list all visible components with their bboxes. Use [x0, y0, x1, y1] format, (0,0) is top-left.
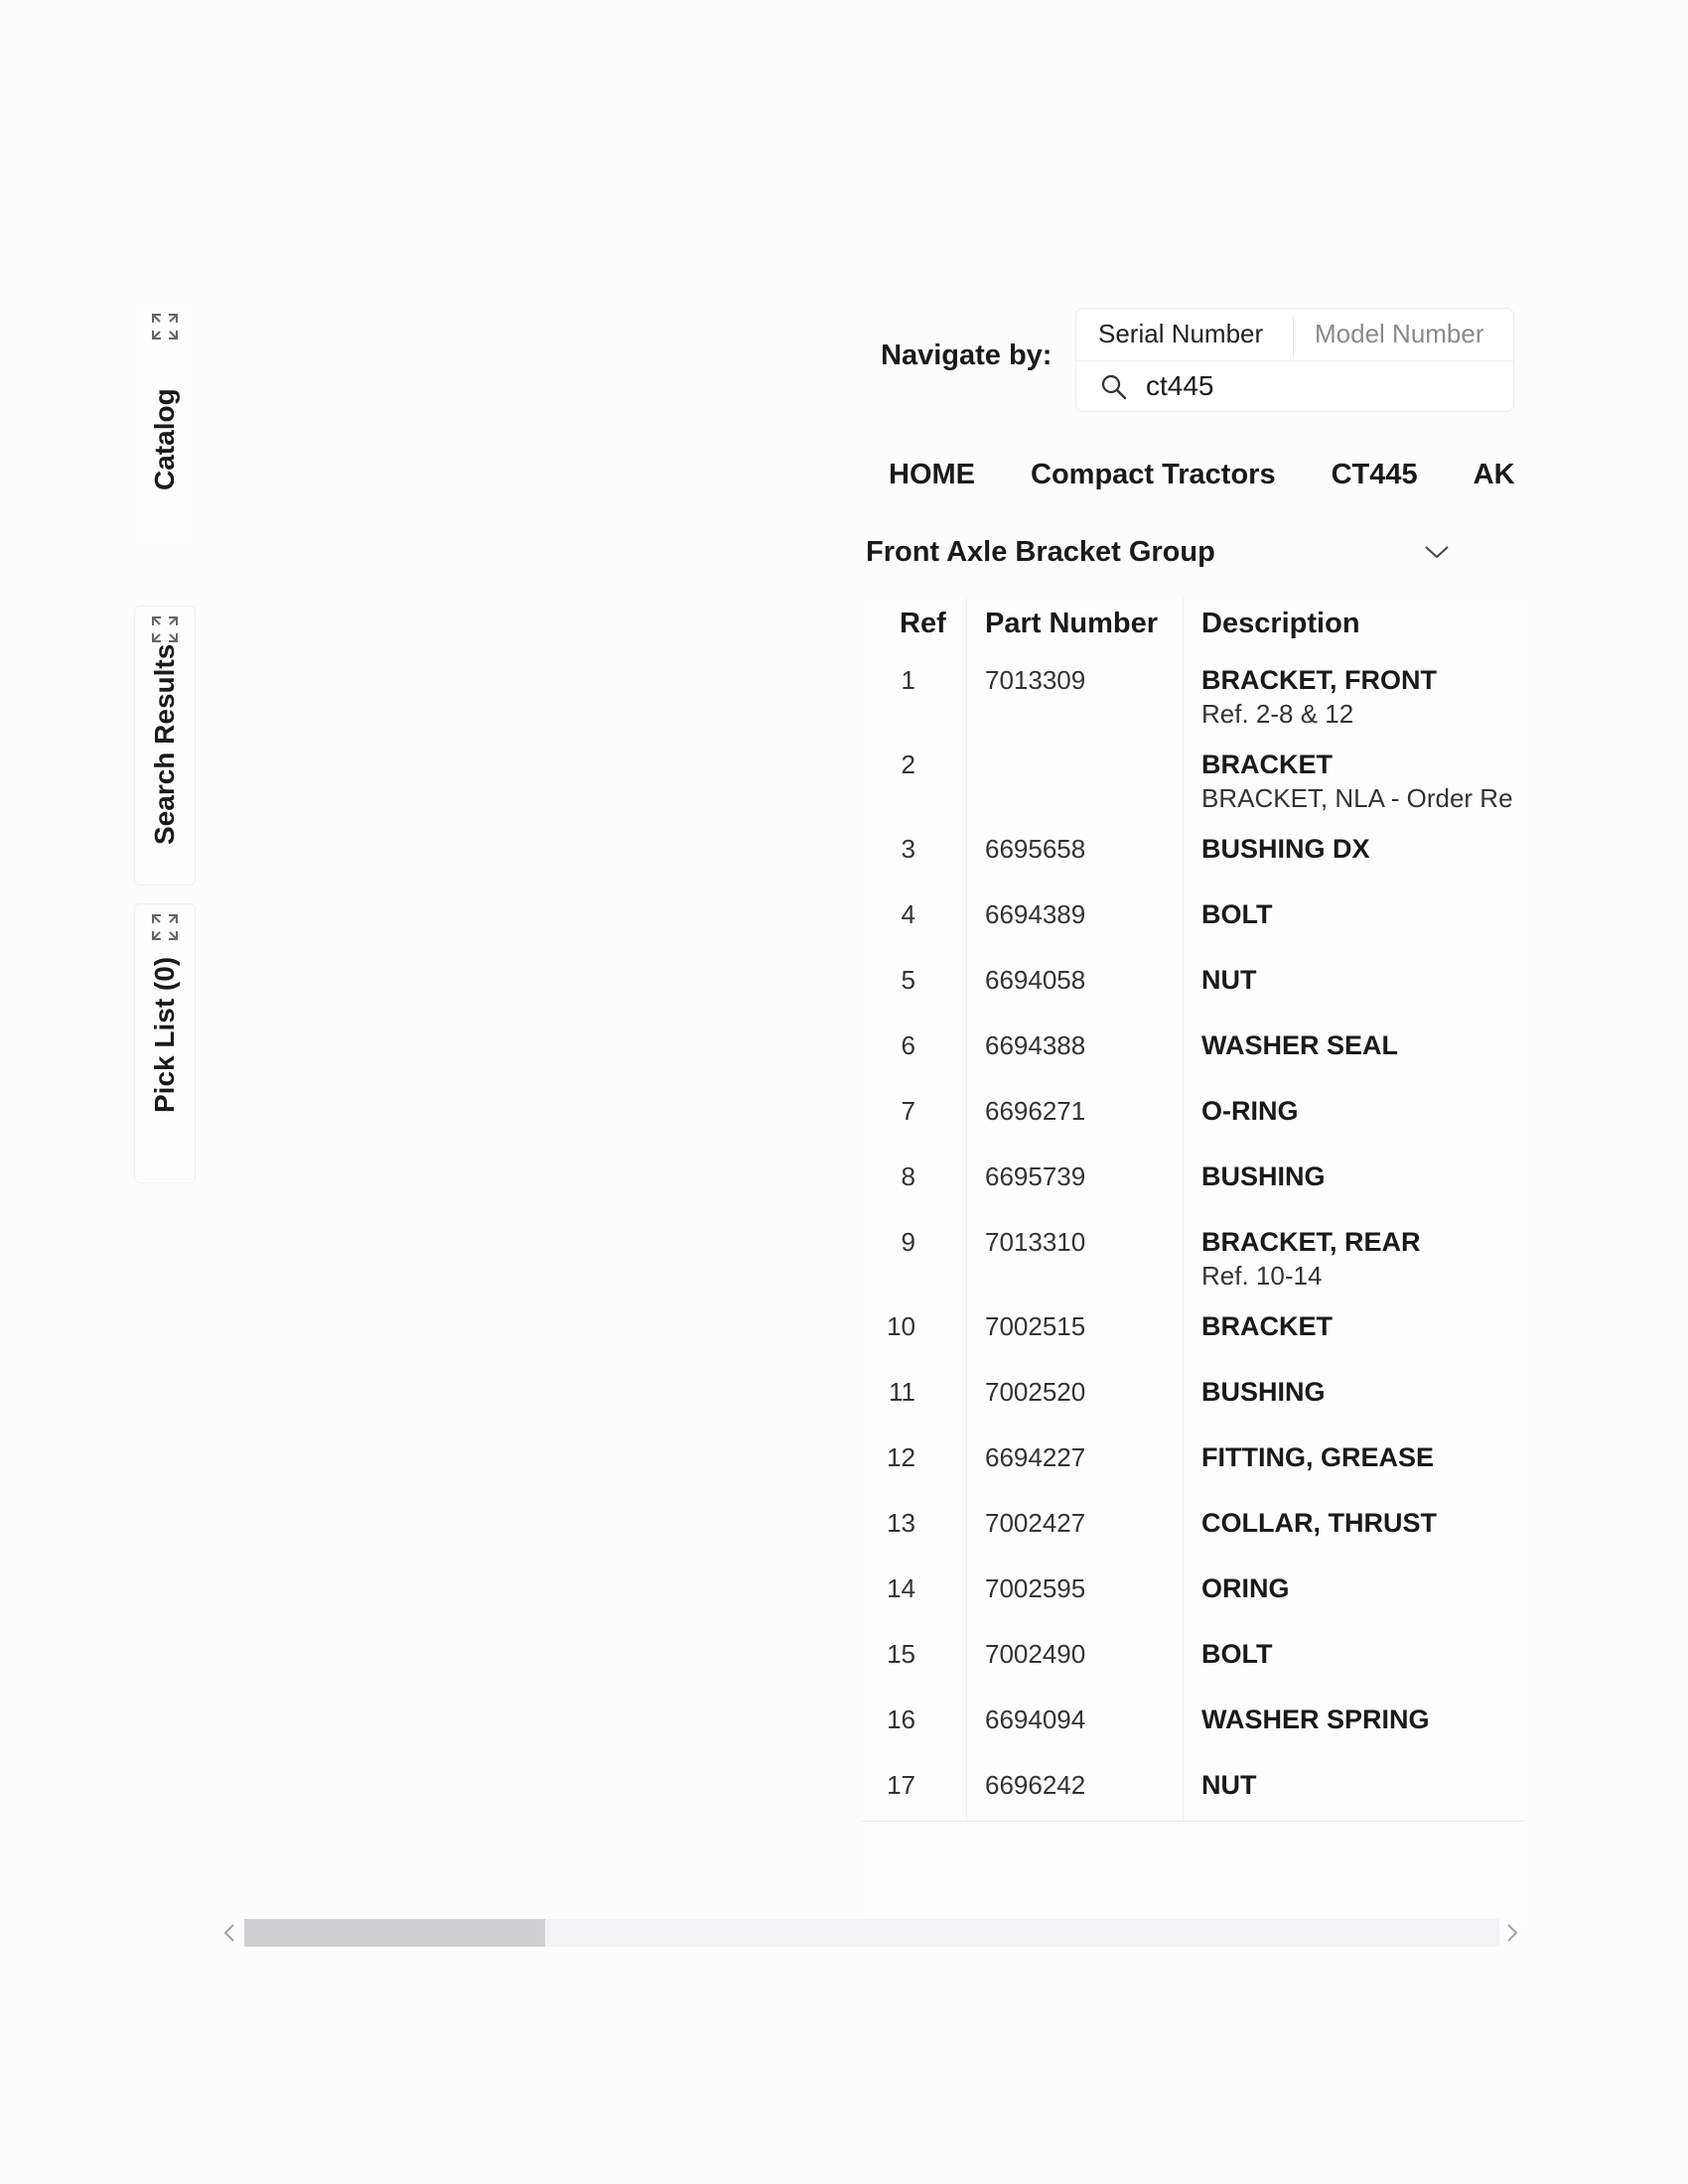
- cell-part-number[interactable]: 7002520: [985, 1377, 1086, 1407]
- search-row: [1076, 360, 1513, 411]
- table-row[interactable]: [862, 1227, 1525, 1306]
- pick-list-tab-label[interactable]: Pick List (0): [149, 956, 180, 1113]
- table-row[interactable]: [862, 1030, 1525, 1090]
- search-input[interactable]: [1146, 369, 1483, 403]
- catalog-panel[interactable]: [134, 303, 196, 543]
- table-bottom-border: [862, 1821, 1525, 1822]
- cell-ref: 14: [887, 1573, 915, 1603]
- cell-part-number[interactable]: 6694094: [985, 1705, 1086, 1734]
- table-row[interactable]: [862, 1573, 1525, 1633]
- cell-ref: 17: [887, 1770, 915, 1800]
- chevron-down-icon[interactable]: [1422, 542, 1452, 562]
- cell-description: NUT: [1201, 965, 1257, 995]
- cell-description: O-RING: [1201, 1096, 1299, 1126]
- catalog-tab-label[interactable]: Catalog: [149, 388, 180, 490]
- table-row[interactable]: [862, 1096, 1525, 1156]
- scrollbar-track[interactable]: [244, 1919, 1499, 1947]
- parts-table-area: [862, 598, 1525, 1928]
- cell-description-note: Ref. 10-14: [1201, 1261, 1323, 1291]
- breadcrumb-ak[interactable]: AK: [1473, 459, 1515, 490]
- table-row[interactable]: [862, 1377, 1525, 1436]
- cell-ref: 3: [901, 834, 915, 864]
- tab-serial-number[interactable]: Serial Number: [1098, 319, 1264, 348]
- cell-description: BOLT: [1201, 899, 1273, 929]
- navigate-search-box: [1075, 308, 1514, 412]
- cell-description: BRACKET: [1201, 750, 1333, 779]
- expand-icon[interactable]: [150, 312, 180, 341]
- table-row[interactable]: [862, 834, 1525, 893]
- breadcrumb: [889, 459, 1522, 498]
- cell-part-number[interactable]: 6695739: [985, 1161, 1086, 1191]
- cell-ref: 6: [901, 1030, 915, 1060]
- cell-ref: 10: [887, 1311, 915, 1341]
- cell-description: FITTING, GREASE: [1201, 1442, 1435, 1472]
- search-results-tab-label[interactable]: Search Results: [149, 643, 180, 845]
- table-row[interactable]: [862, 665, 1525, 745]
- cell-part-number[interactable]: 6694389: [985, 899, 1086, 929]
- cell-ref: 11: [889, 1377, 915, 1407]
- table-row[interactable]: [862, 965, 1525, 1024]
- cell-ref: 9: [901, 1227, 915, 1257]
- cell-description: BUSHING: [1201, 1161, 1326, 1191]
- table-row[interactable]: [862, 1161, 1525, 1221]
- cell-description: BRACKET: [1201, 1311, 1333, 1341]
- navigate-by-label: Navigate by:: [881, 340, 1053, 371]
- cell-part-number[interactable]: 6696242: [985, 1770, 1086, 1800]
- expand-icon[interactable]: [150, 912, 180, 942]
- cell-part-number[interactable]: 6694227: [985, 1442, 1086, 1472]
- cell-description: WASHER SEAL: [1201, 1030, 1399, 1060]
- cell-part-number[interactable]: 6694388: [985, 1030, 1086, 1060]
- cell-part-number[interactable]: 6695658: [985, 834, 1086, 864]
- table-row[interactable]: [862, 1639, 1525, 1699]
- table-row[interactable]: [862, 750, 1525, 829]
- header-ref: Ref: [900, 608, 946, 639]
- cell-description: BUSHING DX: [1201, 834, 1370, 864]
- cell-ref: 8: [901, 1161, 915, 1191]
- horizontal-scrollbar[interactable]: [218, 1916, 1525, 1950]
- cell-ref: 7: [901, 1096, 915, 1126]
- cell-description: BOLT: [1201, 1639, 1273, 1669]
- cell-description: WASHER SPRING: [1201, 1705, 1430, 1734]
- search-results-panel[interactable]: [134, 606, 196, 886]
- cell-ref: 16: [887, 1705, 915, 1734]
- table-row[interactable]: [862, 899, 1525, 959]
- breadcrumb-compact-tractors[interactable]: Compact Tractors: [1031, 459, 1276, 490]
- pick-list-panel[interactable]: [134, 903, 196, 1183]
- table-row[interactable]: [862, 1705, 1525, 1764]
- chevron-left-icon[interactable]: [220, 1922, 238, 1944]
- scrollbar-thumb[interactable]: [244, 1919, 545, 1947]
- cell-description: NUT: [1201, 1770, 1257, 1800]
- cell-ref: 2: [901, 750, 915, 779]
- cell-ref: 5: [901, 965, 915, 995]
- cell-ref: 15: [887, 1639, 915, 1669]
- cell-description: BRACKET, FRONT: [1201, 665, 1437, 695]
- cell-ref: 13: [887, 1508, 915, 1538]
- cell-part-number[interactable]: 7002490: [985, 1639, 1086, 1669]
- table-row[interactable]: [862, 1311, 1525, 1371]
- group-select-dropdown[interactable]: [866, 536, 1462, 576]
- cell-ref: 1: [901, 665, 915, 695]
- cell-part-number[interactable]: 6696271: [985, 1096, 1086, 1126]
- search-icon: [1100, 373, 1128, 401]
- breadcrumb-ct445[interactable]: CT445: [1331, 459, 1418, 490]
- tab-divider: [1293, 317, 1294, 356]
- cell-description-note: Ref. 2-8 & 12: [1201, 699, 1354, 729]
- expand-icon[interactable]: [150, 614, 180, 644]
- chevron-right-icon[interactable]: [1503, 1922, 1521, 1944]
- cell-description: BUSHING: [1201, 1377, 1326, 1407]
- cell-description: ORING: [1201, 1573, 1290, 1603]
- cell-ref: 12: [887, 1442, 915, 1472]
- table-row[interactable]: [862, 1508, 1525, 1568]
- cell-ref: 4: [901, 899, 915, 929]
- breadcrumb-home[interactable]: HOME: [889, 459, 975, 490]
- tab-model-number[interactable]: Model Number: [1315, 319, 1484, 348]
- cell-part-number[interactable]: 6694058: [985, 965, 1086, 995]
- cell-part-number[interactable]: 7002427: [985, 1508, 1086, 1538]
- cell-description-note: BRACKET, NLA - Order Re: [1201, 783, 1513, 813]
- table-row[interactable]: [862, 1442, 1525, 1502]
- cell-part-number[interactable]: 7013309: [985, 665, 1086, 695]
- cell-part-number[interactable]: 7002515: [985, 1311, 1086, 1341]
- group-title: Front Axle Bracket Group: [866, 536, 1215, 568]
- cell-description: COLLAR, THRUST: [1201, 1508, 1437, 1538]
- cell-description: BRACKET, REAR: [1201, 1227, 1421, 1257]
- cell-part-number[interactable]: 7013310: [985, 1227, 1086, 1257]
- header-description: Description: [1201, 608, 1360, 639]
- header-part-number: Part Number: [985, 608, 1159, 639]
- cell-part-number[interactable]: 7002595: [985, 1573, 1086, 1603]
